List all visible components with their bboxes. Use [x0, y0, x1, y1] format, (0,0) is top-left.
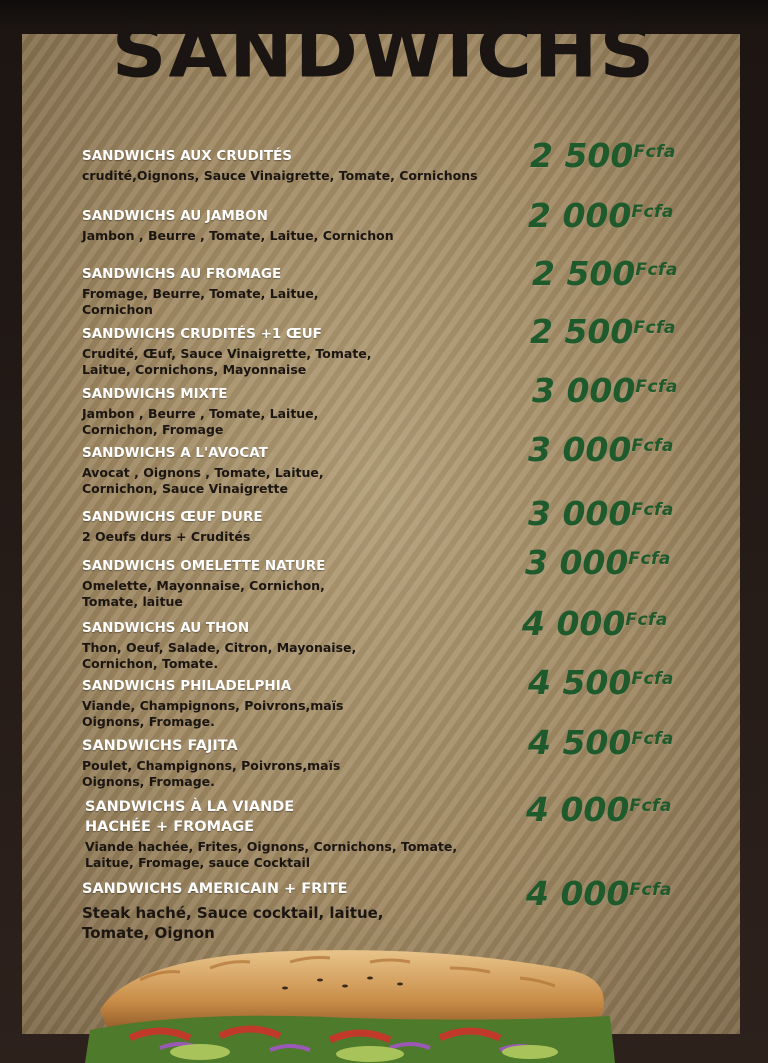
- item-price: [528, 432, 674, 468]
- item-name: SANDWICHS AU THON: [82, 620, 250, 636]
- item-name: SANDWICHS FAJITA: [82, 738, 238, 754]
- price-currency: Fcfa: [625, 610, 668, 630]
- item-price: [526, 792, 672, 828]
- item-name: SANDWICHS AUX CRUDITÉS: [82, 148, 292, 164]
- item-description: crudité,Oignons, Sauce Vinaigrette, Tomate, Cornichons: [82, 168, 478, 183]
- menu-item: [82, 880, 502, 943]
- price-currency: Fcfa: [631, 202, 674, 222]
- price-currency: Fcfa: [631, 729, 674, 749]
- price-currency: Fcfa: [631, 436, 674, 456]
- menu-item: [82, 385, 502, 438]
- menu-item: [82, 619, 502, 672]
- item-name: SANDWICHS AMERICAIN + FRITE: [82, 881, 348, 897]
- item-name: SANDWICHS A L'AVOCAT: [82, 445, 268, 461]
- menu-item: [82, 265, 502, 318]
- item-price: [525, 545, 671, 581]
- price-value: 2 500: [532, 254, 636, 293]
- price-currency: Fcfa: [635, 260, 678, 280]
- item-name: SANDWICHS CRUDITÉS +1 ŒUF: [82, 326, 322, 342]
- item-description: Crudité, Œuf, Sauce Vinaigrette, Tomate, Laitue, Cornichons, Mayonnaise: [82, 346, 372, 377]
- item-description: Poulet, Champignons, Poivrons,maïs Oignons, Fromage.: [82, 758, 341, 789]
- price-currency: Fcfa: [633, 142, 676, 162]
- price-currency: Fcfa: [635, 377, 678, 397]
- item-price: [522, 606, 668, 642]
- item-description: Thon, Oeuf, Salade, Citron, Mayonaise, Cornichon, Tomate.: [82, 640, 357, 671]
- menu-title: SANDWICHS: [111, 9, 657, 94]
- item-description: Jambon , Beurre , Tomate, Laitue, Cornichon: [82, 228, 394, 243]
- item-price: [526, 876, 672, 912]
- item-description: 2 Oeufs durs + Crudités: [82, 529, 251, 544]
- price-currency: Fcfa: [628, 549, 671, 569]
- item-name: SANDWICHS ŒUF DURE: [82, 509, 263, 525]
- item-description: Fromage, Beurre, Tomate, Laitue, Cornichon: [82, 286, 319, 317]
- item-name: SANDWICHS AU JAMBON: [82, 208, 268, 224]
- menu-item: [82, 737, 502, 790]
- item-price: [530, 314, 676, 350]
- menu-item: [82, 325, 502, 378]
- item-description: Jambon , Beurre , Tomate, Laitue, Cornichon, Fromage: [82, 406, 319, 437]
- price-value: 3 000: [528, 430, 632, 469]
- price-value: 3 000: [528, 494, 632, 533]
- price-value: 4 000: [522, 604, 626, 643]
- item-name: SANDWICHS MIXTE: [82, 386, 228, 402]
- price-value: 3 000: [525, 543, 629, 582]
- price-value: 3 000: [532, 371, 636, 410]
- price-value: 2 500: [530, 312, 634, 351]
- item-price: [528, 665, 674, 701]
- price-value: 4 500: [528, 663, 632, 702]
- menu-item: [82, 444, 502, 497]
- menu-item: [82, 557, 502, 610]
- menu-item: [82, 677, 502, 730]
- item-price: [532, 256, 678, 292]
- item-name: SANDWICHS OMELETTE NATURE: [82, 558, 326, 574]
- item-price: [528, 198, 674, 234]
- item-name: SANDWICHS AU FROMAGE: [82, 266, 282, 282]
- price-value: 4 500: [528, 723, 632, 762]
- item-name: SANDWICHS PHILADELPHIA: [82, 678, 292, 694]
- item-description: Omelette, Mayonnaise, Cornichon, Tomate, laitue: [82, 578, 325, 609]
- price-value: 4 000: [526, 790, 630, 829]
- price-value: 4 000: [526, 874, 630, 913]
- menu-item: [82, 508, 502, 545]
- item-name: SANDWICHS À LA VIANDE HACHÉE + FROMAGE: [85, 799, 295, 835]
- item-description: Viande hachée, Frites, Oignons, Cornichons, Tomate, Laitue, Fromage, sauce Cocktail: [85, 839, 458, 870]
- price-currency: Fcfa: [629, 796, 672, 816]
- price-currency: Fcfa: [633, 318, 676, 338]
- item-description: Steak haché, Sauce cocktail, laitue, Tomate, Oignon: [82, 904, 384, 942]
- menu-item: [85, 797, 485, 871]
- item-price: [532, 373, 678, 409]
- price-currency: Fcfa: [629, 880, 672, 900]
- item-price: [528, 725, 674, 761]
- menu-item: [82, 207, 502, 244]
- price-currency: Fcfa: [631, 500, 674, 520]
- item-description: Viande, Champignons, Poivrons,maïs Oignons, Fromage.: [82, 698, 344, 729]
- menu-item: [82, 147, 502, 184]
- price-currency: Fcfa: [631, 669, 674, 689]
- item-price: [528, 496, 674, 532]
- price-value: 2 000: [528, 196, 632, 235]
- item-description: Avocat , Oignons , Tomate, Laitue, Cornichon, Sauce Vinaigrette: [82, 465, 324, 496]
- price-value: 2 500: [530, 136, 634, 175]
- item-price: [530, 138, 676, 174]
- sandwich-image: [70, 940, 630, 1063]
